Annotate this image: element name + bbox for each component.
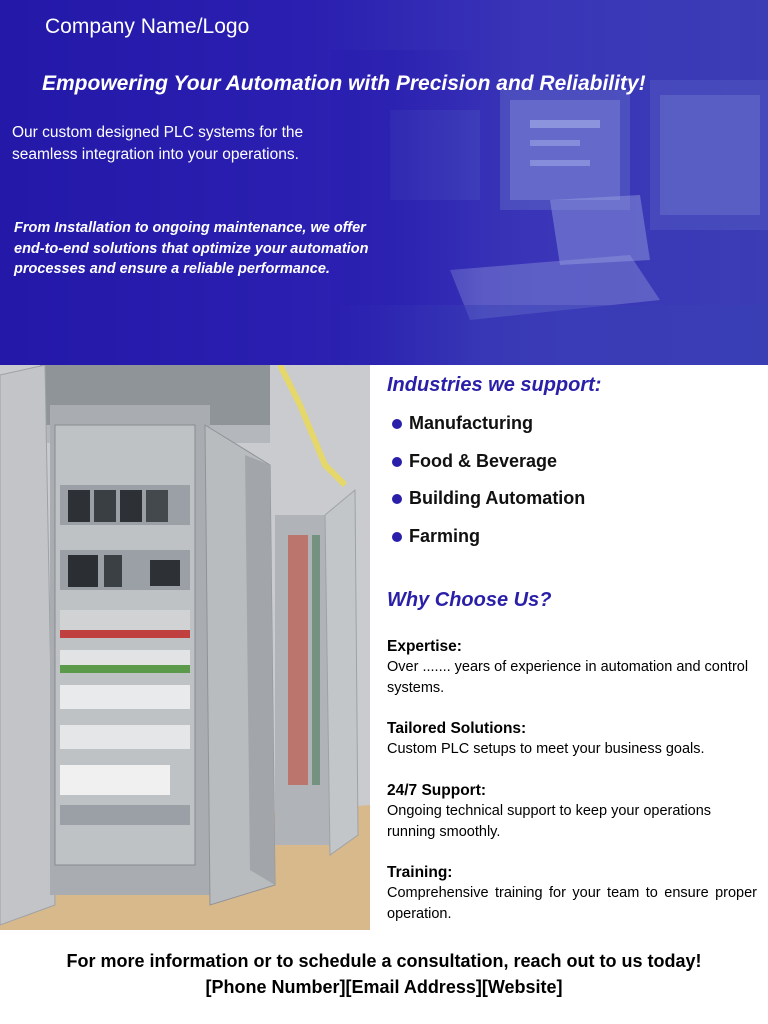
reason-text: Custom PLC setups to meet your business goals. [387, 741, 705, 757]
plc-cabinet-photo [0, 365, 370, 930]
reason-item [387, 780, 757, 843]
reason-text: Ongoing technical support to keep your operations running smoothly. [387, 803, 712, 840]
industry-item [392, 451, 557, 472]
headline: Empowering Your Automation with Precision and Reliability! [42, 72, 646, 95]
bullet-icon [392, 457, 402, 467]
reason-item [387, 718, 757, 760]
reason-title: 24/7 Support: [387, 782, 487, 799]
services-text: From Installation to ongoing maintenance, we offer end-to-end solutions that optimize your automation processes and ensure a reliable performance. [14, 220, 369, 277]
control-room-background-image [330, 50, 768, 365]
bullet-icon [392, 419, 402, 429]
industry-label: Manufacturing [409, 413, 533, 433]
industry-item [392, 413, 533, 434]
industry-label: Building Automation [409, 488, 586, 508]
why-choose-us-title: Why Choose Us? [387, 589, 552, 611]
reason-text: Comprehensive training for your team to ensure proper operation. [387, 885, 757, 922]
industries-title: Industries we support: [387, 374, 602, 396]
reason-item [387, 636, 757, 699]
footer-contact-info: [Phone Number][Email Address][Website] [205, 977, 563, 997]
reason-title: Tailored Solutions: [387, 720, 527, 737]
reason-title: Training: [387, 864, 453, 881]
reason-text: Over ....... years of experience in automation and control systems. [387, 659, 749, 696]
footer [0, 948, 768, 1000]
industry-item [392, 488, 585, 509]
intro-text: Our custom designed PLC systems for the seamless integration into your operations. [12, 124, 304, 163]
industry-label: Food & Beverage [409, 451, 558, 471]
company-name-logo: Company Name/Logo [45, 15, 250, 38]
header-banner [0, 0, 768, 365]
industry-item [392, 526, 480, 547]
reason-title: Expertise: [387, 638, 462, 655]
footer-call-to-action: For more information or to schedule a consultation, reach out to us today! [66, 951, 702, 971]
industry-label: Farming [409, 526, 481, 546]
bullet-icon [392, 532, 402, 542]
bullet-icon [392, 494, 402, 504]
reason-item [387, 862, 757, 925]
